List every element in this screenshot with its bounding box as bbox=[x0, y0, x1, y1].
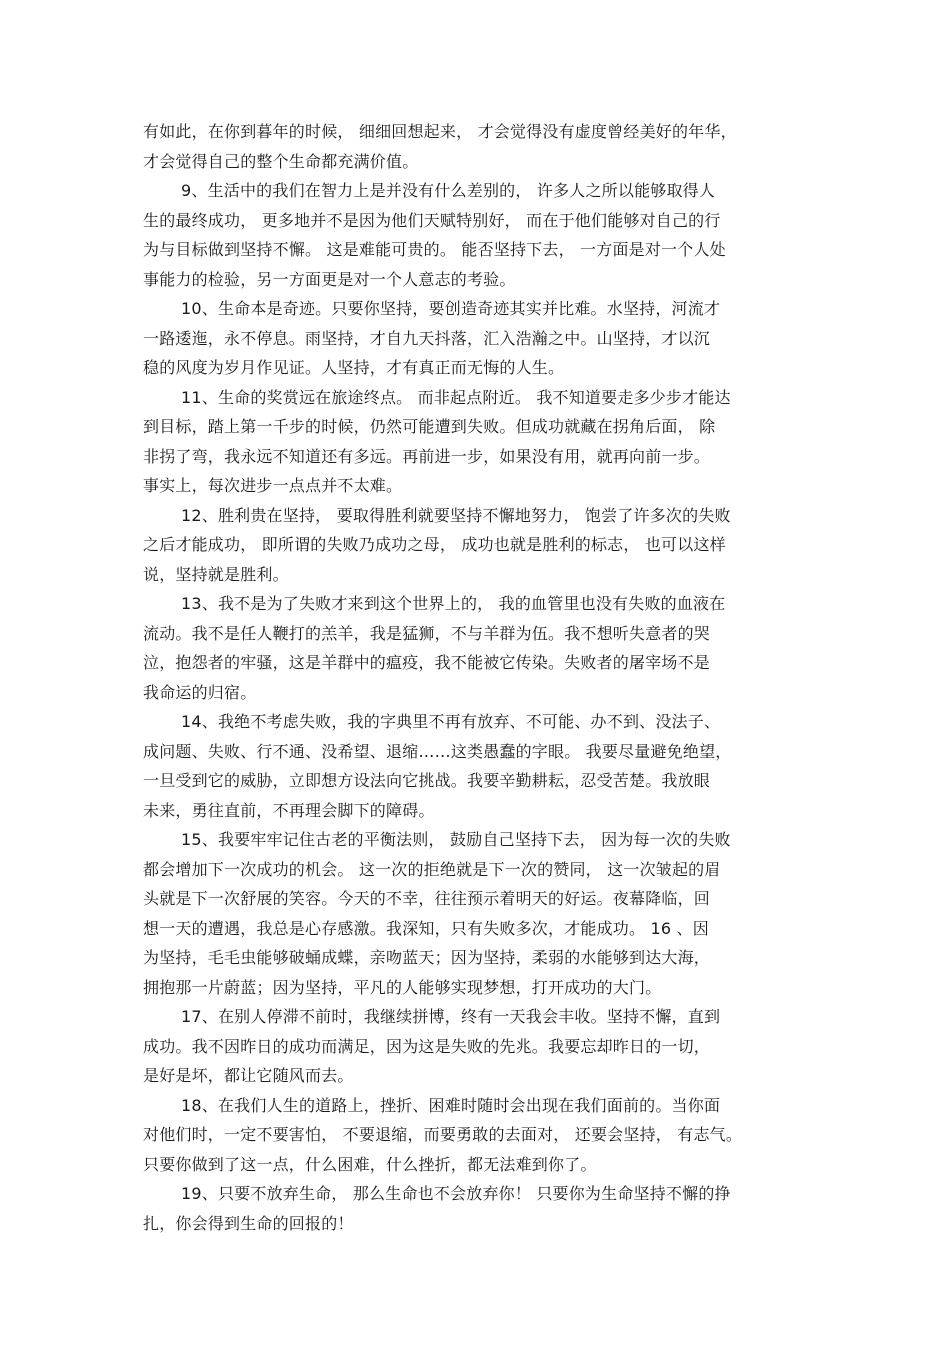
text-line: 扎，你会得到生命的回报的！ bbox=[143, 1213, 354, 1233]
text-line: 成功。我不因昨日的成功而满足，因为这是失败的先兆。我要忘却昨日的一切， bbox=[143, 1036, 711, 1056]
text-line: 是好是坏，都让它随风而去。 bbox=[143, 1066, 354, 1085]
paragraph-first-line: 12、胜利贵在坚持， 要取得胜利就要坚持不懈地努力， 饱尝了许多次的失败 bbox=[181, 505, 731, 525]
text-line: 成问题、失败、行不通、没希望、退缩……这类愚蠢的字眼。 我要尽量避免绝望， bbox=[143, 741, 732, 761]
document-body bbox=[143, 117, 807, 1238]
paragraph-first-line: 18、在我们人生的道路上，挫折、困难时随时会出现在我们面前的。当你面 bbox=[181, 1095, 721, 1115]
text-line: 为与目标做到坚持不懈。 这是难能可贵的。 能否坚持下去， 一方面是对一个人处 bbox=[143, 240, 726, 259]
text-line: 才会觉得自己的整个生命都充满价值。 bbox=[143, 151, 419, 171]
paragraph-first-line: 14、我绝不考虑失败，我的字典里不再有放弃、不可能、办不到、没法子、 bbox=[181, 712, 721, 731]
paragraph-first-line: 17、在别人停滞不前时，我继续拼博，终有一天我会丰收。坚持不懈，直到 bbox=[181, 1007, 721, 1026]
paragraph-first-line: 10、生命本是奇迹。只要你坚持，要创造奇迹其实并比难。水坚持，河流才 bbox=[181, 299, 721, 318]
text-line: 生的最终成功， 更多地并不是因为他们天赋特别好， 而在于他们能够对自己的行 bbox=[143, 210, 721, 230]
paragraph-first-line: 13、我不是为了失败才来到这个世界上的， 我的血管里也没有失败的血液在 bbox=[181, 594, 726, 613]
text-line: 我命运的归宿。 bbox=[143, 682, 257, 702]
text-line: 一路逶迤，永不停息。雨坚持，才自九天抖落，汇入浩瀚之中。山坚持，才以沉 bbox=[143, 328, 711, 348]
paragraph-first-line: 15、我要牢牢记住古老的平衡法则， 鼓励自己坚持下去， 因为每一次的失败 bbox=[181, 830, 731, 849]
text-line: 到目标，踏上第一千步的时候，仍然可能遭到失败。但成功就藏在拐角后面， 除 bbox=[143, 417, 716, 436]
text-line: 非拐了弯，我永远不知道还有多远。再前进一步，如果没有用，就再向前一步。 bbox=[143, 446, 711, 466]
text-line: 之后才能成功， 即所谓的失败乃成功之母， 成功也就是胜利的标志， 也可以这样 bbox=[143, 535, 726, 554]
text-line: 都会增加下一次成功的机会。 这一次的拒绝就是下一次的赞同， 这一次皱起的眉 bbox=[143, 859, 721, 879]
text-line: 流动。我不是任人鞭打的羔羊，我是猛狮，不与羊群为伍。我不想听失意者的哭 bbox=[143, 623, 711, 643]
text-line: 想一天的遭遇，我总是心存感激。我深知，只有失败多次，才能成功。 16 、因 bbox=[143, 918, 709, 938]
text-line: 拥抱那一片蔚蓝；因为坚持，平凡的人能够实现梦想，打开成功的大门。 bbox=[143, 977, 662, 997]
text-line: 为坚持，毛毛虫能够破蛹成蝶，亲吻蓝天；因为坚持，柔弱的水能够到达大海， bbox=[143, 948, 711, 967]
text-line: 泣，抱怨者的牢骚，这是羊群中的瘟疫，我不能被它传染。失败者的屠宰场不是 bbox=[143, 653, 711, 672]
text-line: 事实上，每次进步一点点并不太难。 bbox=[143, 476, 403, 495]
text-line: 未来，勇往直前，不再理会脚下的障碍。 bbox=[143, 800, 435, 820]
text-line: 事能力的检验，另一方面更是对一个人意志的考验。 bbox=[143, 269, 516, 289]
paragraph-first-line: 9、生活中的我们在智力上是并没有什么差别的， 许多人之所以能够取得人 bbox=[181, 181, 716, 200]
text-line: 只要你做到了这一点，什么困难，什么挫折，都无法难到你了。 bbox=[143, 1154, 597, 1174]
paragraph-first-line: 19、只要不放弃生命， 那么生命也不会放弃你！ 只要你为生命坚持不懈的挣 bbox=[181, 1184, 731, 1203]
text-line: 有如此，在你到暮年的时候， 细细回想起来， 才会觉得没有虚度曾经美好的年华， bbox=[143, 122, 737, 141]
paragraph-first-line: 11、生命的奖赏远在旅途终点。 而非起点附近。 我不知道要走多少步才能达 bbox=[181, 387, 731, 407]
text-line: 稳的风度为岁月作见证。人坚持，才有真正而无悔的人生。 bbox=[143, 358, 565, 377]
text-line: 一旦受到它的威胁，立即想方设法向它挑战。我要辛勤耕耘，忍受苦楚。我放眼 bbox=[143, 771, 711, 790]
text-line: 对他们时，一定不要害怕， 不要退缩，而要勇敢的去面对， 还要会坚持， 有志气。 bbox=[143, 1125, 743, 1144]
text-line: 说，坚持就是胜利。 bbox=[143, 564, 289, 584]
text-line: 头就是下一次舒展的笑容。今天的不幸，往往预示着明天的好运。夜幕降临，回 bbox=[143, 889, 711, 908]
